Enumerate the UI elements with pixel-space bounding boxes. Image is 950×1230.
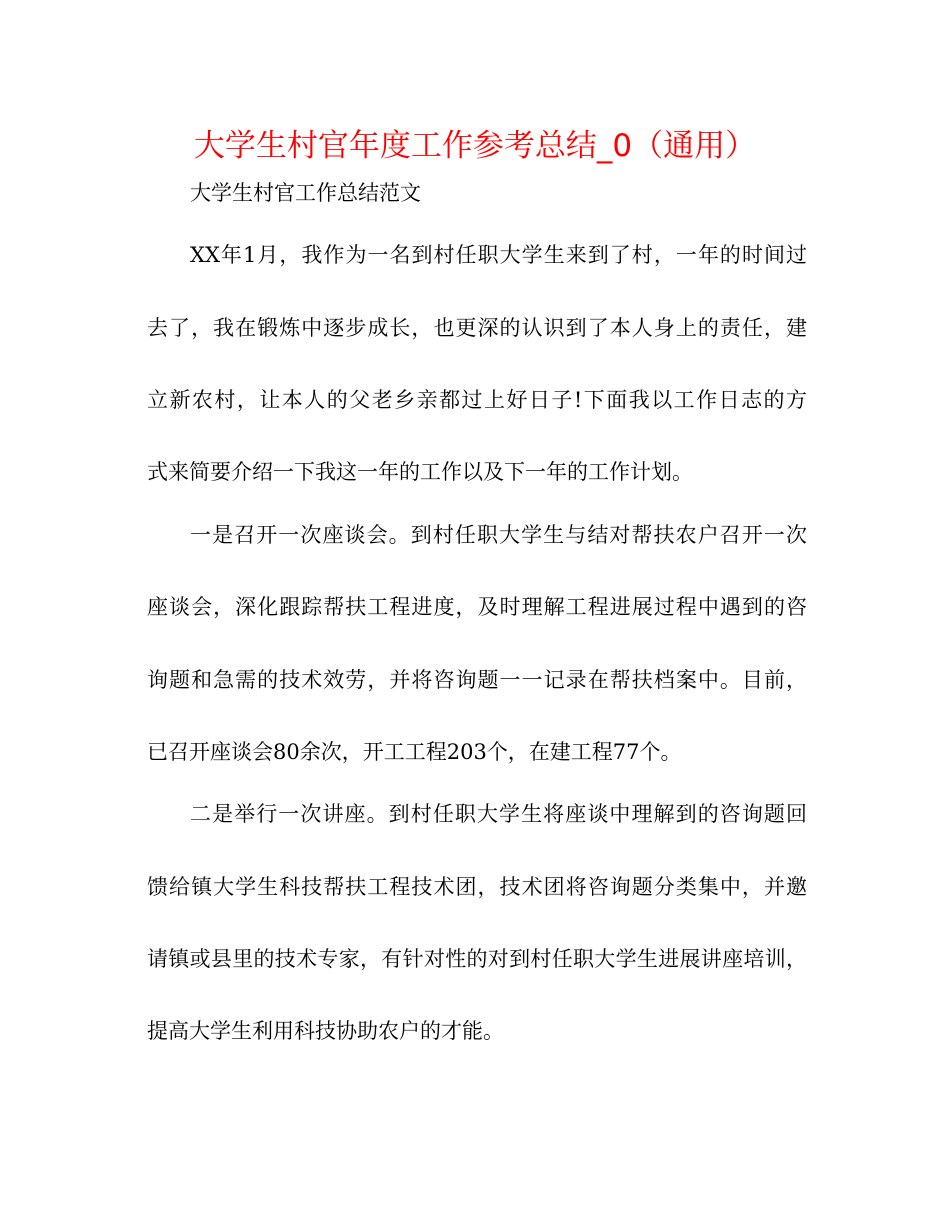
- paragraph-2-line-3: 询题和急需的技术效劳，并将咨询题一一记录在帮扶档案中。目前，: [147, 668, 807, 692]
- document-subtitle: 大学生村官工作总结范文: [190, 181, 421, 205]
- paragraph-2-line-4: 已召开座谈会80余次，开工工程203个，在建工程77个。: [147, 740, 682, 764]
- document-title: 大学生村官年度工作参考总结_0（通用）: [193, 128, 757, 164]
- paragraph-1-line-1: XX年1月，我作为一名到村任职大学生来到了村，一年的时间过: [190, 243, 807, 267]
- paragraph-1-line-3: 立新农村，让本人的父老乡亲都过上好日子!下面我以工作日志的方: [147, 388, 807, 412]
- paragraph-3-line-3: 请镇或县里的技术专家，有针对性的对到村任职大学生进展讲座培训，: [147, 947, 807, 971]
- paragraph-2-line-2: 座谈会，深化跟踪帮扶工程进度，及时理解工程进展过程中遇到的咨: [147, 595, 807, 619]
- paragraph-3-line-1: 二是举行一次讲座。到村任职大学生将座谈中理解到的咨询题回: [190, 802, 807, 826]
- paragraph-1-line-4: 式来简要介绍一下我这一年的工作以及下一年的工作计划。: [147, 460, 693, 484]
- paragraph-2-line-1: 一是召开一次座谈会。到村任职大学生与结对帮扶农户召开一次: [190, 523, 807, 547]
- paragraph-3-line-2: 馈给镇大学生科技帮扶工程技术团，技术团将咨询题分类集中，并邀: [147, 875, 807, 899]
- paragraph-3-line-4: 提高大学生利用科技协助农户的才能。: [147, 1019, 504, 1043]
- paragraph-1-line-2: 去了，我在锻炼中逐步成长，也更深的认识到了本人身上的责任，建: [147, 316, 807, 340]
